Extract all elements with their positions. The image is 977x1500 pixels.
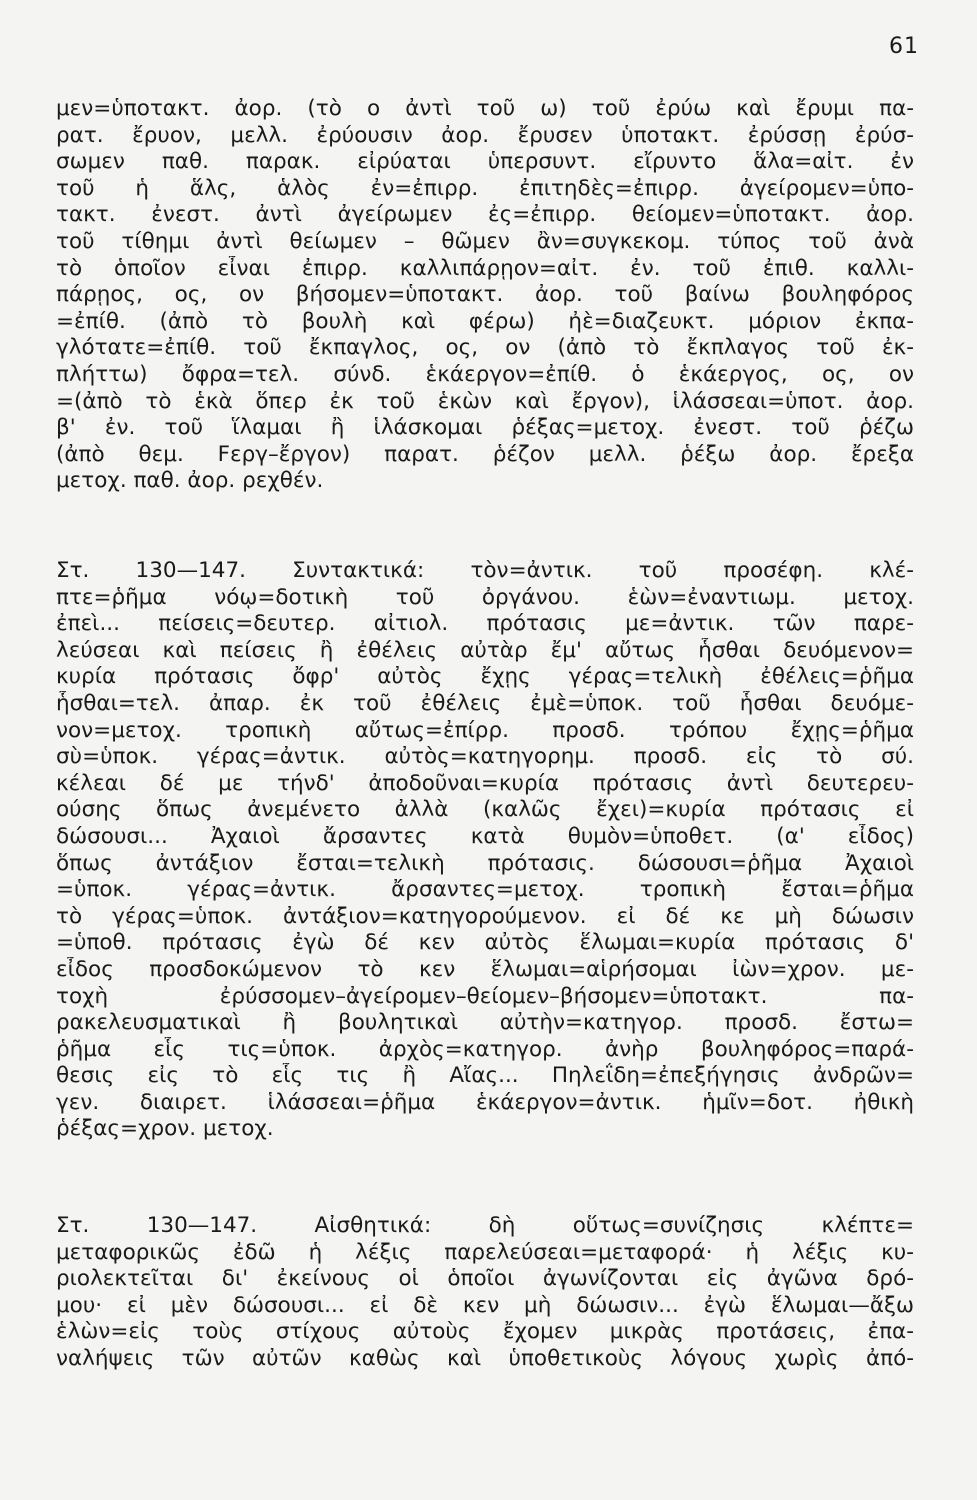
text-line: θεσις εἰς τὸ εἷς τις ἢ Αἴας... Πηλεΐδη=ἐπεξήγησις ἀνδρῶν= — [56, 1063, 914, 1089]
text-line: γεν. διαιρετ. ἱλάσσεαι=ῥῆμα ἑκάεργον=ἀντικ. ἡμῖν=δοτ. ἠθικὴ — [56, 1089, 914, 1115]
text-line: κέλεαι δέ με τήνδ' ἀποδοῦναι=κυρία πρότασις ἀντὶ δευτερευ- — [56, 770, 914, 796]
text-line: ῥῆμα εἷς τις=ὑποκ. ἀρχὸς=κατηγορ. ἀνὴρ βουληφόρος=παρά- — [56, 1036, 914, 1062]
text-line: =ὑποθ. πρότασις ἐγὼ δέ κεν αὐτὸς ἕλωμαι=κυρία πρότασις δ' — [56, 930, 914, 956]
aesthetics-section — [56, 1213, 914, 1373]
section-heading-line: Στ. 130—147. Συντακτικά: τὸν=ἀντικ. τοῦ προσέφη. κλέ- — [56, 558, 914, 583]
text-line: ναλήψεις τῶν αὐτῶν καθὼς καὶ ὑποθετικοὺς λόγους χωρὶς ἀπό- — [56, 1345, 914, 1371]
text-line: =ὑποκ. γέρας=ἀντικ. ἄρσαντες=μετοχ. τροπικὴ ἔσται=ῥῆμα — [56, 877, 914, 903]
text-line: τὸ ὁποῖον εἶναι ἐπιρρ. καλλιπάρῃον=αἰτ. ἐν. τοῦ ἐπιθ. καλλι- — [56, 255, 914, 281]
text-line: μετοχ. παθ. ἀορ. ρεχθέν. — [56, 468, 324, 494]
text-line: σωμεν παθ. παρακ. εἰρύαται ὑπερσυντ. εἴρυντο ἅλα=αἰτ. ἐν — [56, 149, 914, 175]
text-line: ὅπως ἀντάξιον ἔσται=τελικὴ πρότασις. δώσουσι=ῥῆμα Ἀχαιοὶ — [56, 850, 914, 876]
text-line: γλότατε=ἐπίθ. τοῦ ἔκπαγλος, ος, ον (ἀπὸ τὸ ἔκπλαγος τοῦ ἐκ- — [56, 335, 914, 361]
page-number: 61 — [889, 34, 919, 59]
text-line: τοῦ ἡ ἅλς, ἁλὸς ἐν=ἐπιρρ. ἐπιτηδὲς=ἐπιρρ. ἀγείρομεν=ὑπο- — [56, 175, 914, 201]
text-line: πτε=ῥῆμα νόῳ=δοτικὴ τοῦ ὀργάνου. ἑὼν=ἐναντιωμ. μετοχ. — [56, 584, 914, 610]
grammar-notes-paragraph — [56, 96, 914, 495]
text-line: μου· εἰ μὲν δώσουσι... εἰ δὲ κεν μὴ δώωσιν... ἐγὼ ἕλωμαι—ἄξω — [56, 1292, 914, 1318]
text-line: ρακελευσματικαὶ ἢ βουλητικαὶ αὐτὴν=κατηγορ. προσδ. ἔστω= — [56, 1010, 914, 1036]
text-line: τοῦ τίθημι ἀντὶ θείωμεν – θῶμεν ἂν=συγκεκομ. τύπος τοῦ ἀνὰ — [56, 228, 914, 254]
text-line: ἧσθαι=τελ. ἀπαρ. ἐκ τοῦ ἐθέλεις ἐμὲ=ὑποκ. τοῦ ἧσθαι δευόμε- — [56, 690, 914, 716]
text-line: πλήττω) ὄφρα=τελ. σύνδ. ἑκάεργον=ἐπίθ. ὁ ἑκάεργος, ος, ον — [56, 361, 914, 387]
text-line: τοχὴ ἐρύσσομεν–ἀγείρομεν–θείομεν–βήσομεν=ὑποτακτ. πα- — [56, 983, 914, 1009]
text-line: δώσουσι... Ἀχαιοὶ ἄρσαντες κατὰ θυμὸν=ὑποθετ. (α' εἶδος) — [56, 823, 914, 849]
text-line: ἐπεὶ... πείσεις=δευτερ. αἰτιολ. πρότασις με=ἀντικ. τῶν παρε- — [56, 611, 914, 637]
text-line: τακτ. ἐνεστ. ἀντὶ ἀγείρωμεν ἐς=ἐπιρρ. θείομεν=ὑποτακτ. ἀορ. — [56, 202, 914, 228]
text-line: ῥέξας=χρον. μετοχ. — [56, 1116, 274, 1142]
text-line: μεταφορικῶς ἐδῶ ἡ λέξις παρελεύσεαι=μεταφορά· ἡ λέξις κυ- — [56, 1239, 914, 1265]
section-heading-line: Στ. 130—147. Αἰσθητικά: δὴ οὕτως=συνίζησις κλέπτε= — [56, 1213, 914, 1238]
text-line: τὸ γέρας=ὑποκ. ἀντάξιον=κατηγορούμενον. εἰ δέ κε μὴ δώωσιν — [56, 903, 914, 929]
text-line: σὺ=ὑποκ. γέρας=ἀντικ. αὐτὸς=κατηγορημ. προσδ. εἰς τὸ σύ. — [56, 744, 914, 770]
text-line: λεύσεαι καὶ πείσεις ἢ ἐθέλεις αὐτὰρ ἔμ' αὔτως ἧσθαι δευόμενον= — [56, 637, 914, 663]
text-line: =ἐπίθ. (ἀπὸ τὸ βουλὴ καὶ φέρω) ἠὲ=διαζευκτ. μόριον ἐκπα- — [56, 308, 914, 334]
text-line: πάρῃος, ος, ον βήσομεν=ὑποτακτ. ἀορ. τοῦ βαίνω βουληφόρος — [56, 282, 914, 308]
syntax-section — [56, 558, 914, 1143]
text-line: ούσης ὅπως ἀνεμένετο ἀλλὰ (καλῶς ἔχει)=κυρία πρότασις εἰ — [56, 797, 914, 823]
text-line: εἶδος προσδοκώμενον τὸ κεν ἕλωμαι=αἱρήσομαι ἰὼν=χρον. με- — [56, 956, 914, 982]
text-line: ριολεκτεῖται δι' ἐκείνους οἱ ὁποῖοι ἀγωνίζονται εἰς ἀγῶνα δρό- — [56, 1266, 914, 1292]
text-line: (ἀπὸ θεμ. Fεργ–ἔργον) παρατ. ῥέζον μελλ. ῥέξω ἀορ. ἔρεξα — [56, 441, 914, 467]
text-line: κυρία πρότασις ὄφρ' αὐτὸς ἔχῃς γέρας=τελικὴ ἐθέλεις=ῥῆμα — [56, 664, 914, 690]
text-line: ρατ. ἔρυον, μελλ. ἐρύουσιν ἀορ. ἔρυσεν ὑποτακτ. ἐρύσσῃ ἐρύσ- — [56, 122, 914, 148]
text-line: μεν=ὑποτακτ. ἀορ. (τὸ ο ἀντὶ τοῦ ω) τοῦ ἐρύω καὶ ἔρυμι πα- — [56, 96, 914, 121]
text-line: =(ἀπὸ τὸ ἑκὰ ὅπερ ἐκ τοῦ ἑκὼν καὶ ἔργον), ἱλάσσεαι=ὑποτ. ἀορ. — [56, 388, 914, 414]
text-line: νον=μετοχ. τροπικὴ αὔτως=ἐπίρρ. προσδ. τρόπου ἔχῃς=ῥῆμα — [56, 717, 914, 743]
text-line: β' ἐν. τοῦ ἵλαμαι ἢ ἱλάσκομαι ῥέξας=μετοχ. ἐνεστ. τοῦ ῥέζω — [56, 415, 914, 441]
text-line: ἑλὼν=εἰς τοὺς στίχους αὐτοὺς ἔχομεν μικρὰς προτάσεις, ἐπα- — [56, 1319, 914, 1345]
